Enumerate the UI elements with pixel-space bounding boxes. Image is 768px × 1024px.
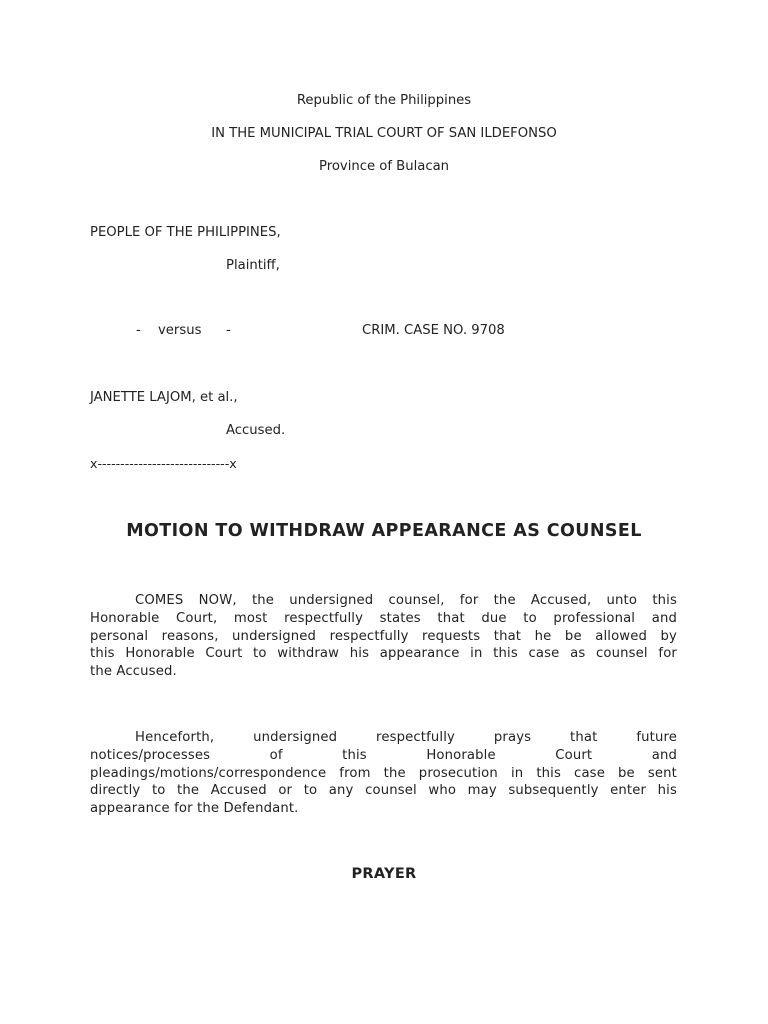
paragraph-line: Honorable Court, most respectfully states that due to professional and <box>90 610 677 626</box>
versus-dash-right: - <box>226 323 231 338</box>
paragraph-line: appearance for the Defendant. <box>90 801 299 817</box>
case-number: CRIM. CASE NO. 9708 <box>362 323 505 338</box>
plaintiff-label: Plaintiff, <box>226 258 280 273</box>
paragraph-line: pleadings/motions/correspondence from the prosecution in this case be sent <box>90 765 677 781</box>
paragraph-comes-now <box>90 592 677 681</box>
accused-name: JANETTE LAJOM, et al., <box>90 390 238 405</box>
versus-label: versus <box>158 323 202 338</box>
caption-separator: x-----------------------------x <box>90 456 237 471</box>
court-line: IN THE MUNICIPAL TRIAL COURT OF SAN ILDEFONSO <box>211 126 557 141</box>
document-title: MOTION TO WITHDRAW APPEARANCE AS COUNSEL <box>126 521 642 541</box>
paragraph-line: personal reasons, undersigned respectfully requests that he be allowed by <box>90 628 677 644</box>
prayer-heading: PRAYER <box>351 866 417 882</box>
accused-label: Accused. <box>226 423 286 438</box>
versus-dash-left: - <box>136 323 141 338</box>
paragraph-line: directly to the Accused or to any counsel who may subsequently enter his <box>90 783 677 799</box>
paragraph-line: the Accused. <box>90 664 177 680</box>
paragraph-line: this Honorable Court to withdraw his appearance in this case as counsel for <box>90 646 677 662</box>
republic-line: Republic of the Philippines <box>296 93 472 108</box>
paragraph-line: notices/processes of this Honorable Court and <box>90 747 677 763</box>
plaintiff-name: PEOPLE OF THE PHILIPPINES, <box>90 225 281 240</box>
paragraph-henceforth <box>90 729 677 818</box>
paragraph-line: COMES NOW, the undersigned counsel, for the Accused, unto this <box>135 593 677 608</box>
province-line: Province of Bulacan <box>318 159 450 174</box>
paragraph-line: Henceforth, undersigned respectfully prays that future <box>135 730 677 745</box>
